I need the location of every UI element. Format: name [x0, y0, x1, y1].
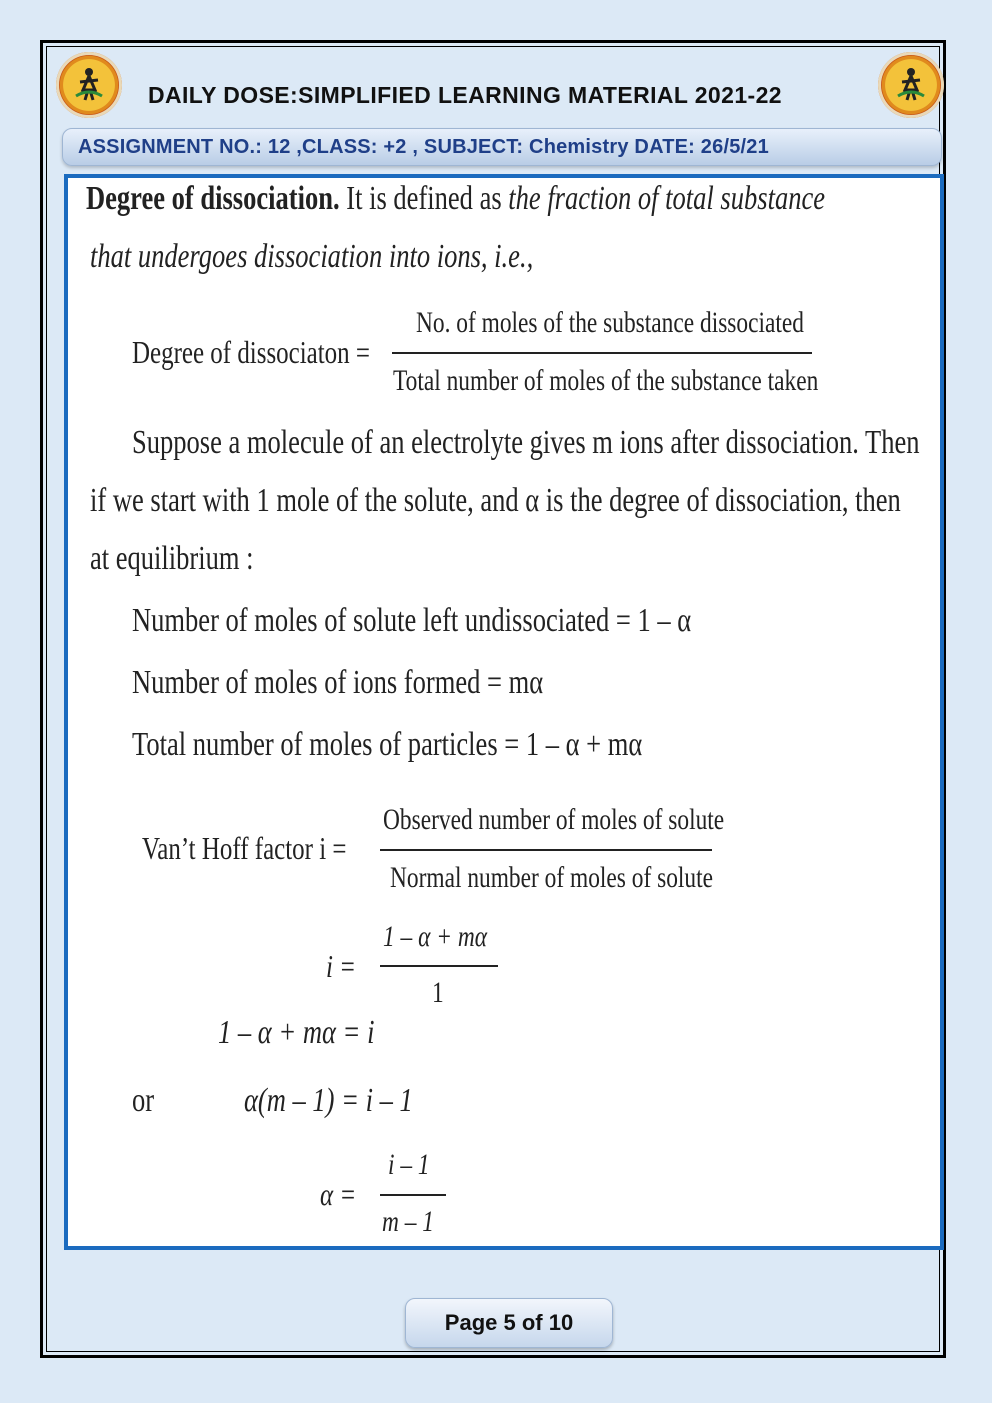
eq1-lhs: Degree of dissociaton = — [132, 334, 370, 370]
eq-i-lhs: i = — [326, 948, 357, 984]
undissociated-line: Number of moles of solute left undissociated = 1 – α — [132, 602, 692, 639]
definition-term: Degree of dissociation. — [86, 180, 340, 217]
eq-alpha-lhs: α = — [320, 1176, 357, 1212]
logo-figure-icon — [74, 66, 104, 102]
definition-line-1 — [86, 180, 825, 218]
eq-i-fraction-bar — [380, 965, 498, 967]
assignment-info: ASSIGNMENT NO.: 12 ,CLASS: +2 , SUBJECT: Chemistry DATE: 26/5/21 — [78, 136, 769, 158]
ions-formed-line: Number of moles of ions formed = mα — [132, 664, 544, 701]
eq-alpha-fraction-bar — [380, 1194, 446, 1196]
vant-hoff-numerator: Observed number of moles of solute — [383, 803, 725, 836]
eq1-numerator: No. of moles of the substance dissociated — [416, 306, 804, 339]
page-number: Page 5 of 10 — [405, 1298, 613, 1348]
eq1-denominator: Total number of moles of the substance taken — [393, 364, 819, 397]
eq-i-numerator: 1 – α + mα — [383, 920, 488, 953]
factor-equation: α(m – 1) = i – 1 — [244, 1082, 413, 1119]
paragraph-line-3: at equilibrium : — [90, 540, 254, 577]
school-logo-right — [878, 52, 944, 118]
eq1-fraction-bar — [392, 352, 812, 354]
school-logo-left — [56, 52, 122, 118]
or-label: or — [132, 1082, 155, 1119]
vant-hoff-lhs: Van’t Hoff factor i = — [142, 830, 347, 866]
logo-figure-icon — [896, 66, 926, 102]
paragraph-line-2: if we start with 1 mole of the solute, and α is the degree of dissociation, then — [90, 482, 901, 519]
eq-i-denominator: 1 — [432, 976, 444, 1009]
page-title: DAILY DOSE:SIMPLIFIED LEARNING MATERIAL 2021-22 — [148, 82, 782, 108]
vant-hoff-denominator: Normal number of moles of solute — [390, 861, 713, 894]
total-particles-line: Total number of moles of particles = 1 – α + mα — [132, 726, 643, 763]
rearranged-equation: 1 – α + mα = i — [218, 1014, 375, 1051]
vant-hoff-fraction-bar — [380, 849, 712, 851]
eq-alpha-denominator: m – 1 — [382, 1205, 435, 1238]
definition-line-2: that undergoes dissociation into ions, i.e., — [90, 238, 534, 275]
definition-italic-1: the fraction of total substance — [508, 180, 826, 217]
paragraph-line-1: Suppose a molecule of an electrolyte gives m ions after dissociation. Then — [132, 424, 920, 461]
eq-alpha-numerator: i – 1 — [388, 1148, 430, 1181]
definition-lead: It is defined as — [339, 180, 509, 217]
